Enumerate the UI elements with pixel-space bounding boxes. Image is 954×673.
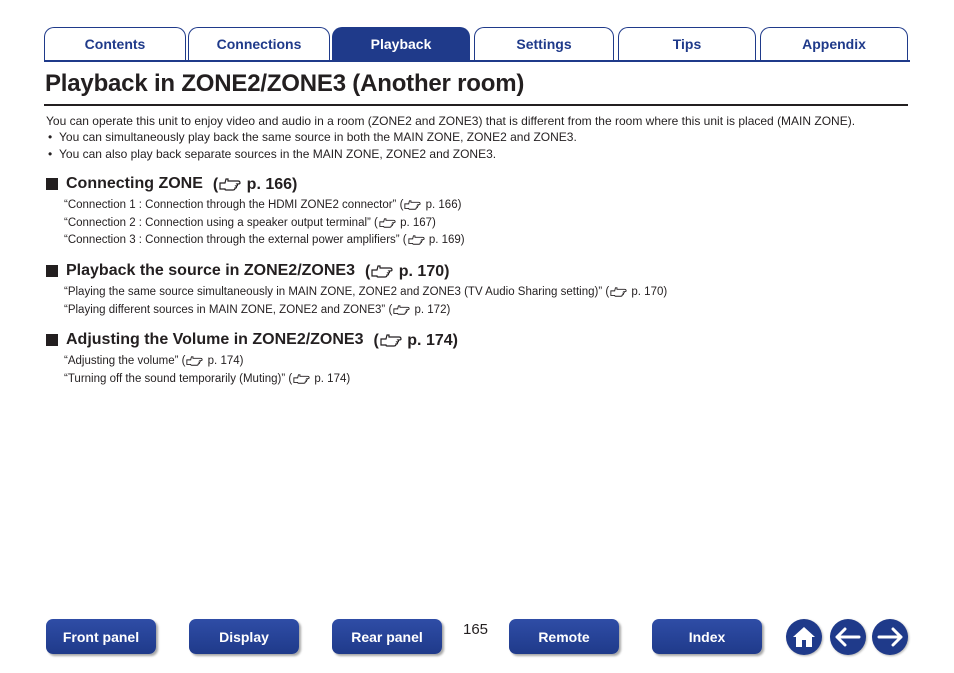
back-button[interactable] <box>830 619 866 655</box>
page-link[interactable]: p. 172) <box>392 304 450 316</box>
list-item: “Turning off the sound temporarily (Muting)” ( p. 174) <box>64 372 351 385</box>
section-page-link[interactable]: ( p. 166) <box>212 176 298 193</box>
section-page-link[interactable]: ( p. 170) <box>364 263 450 280</box>
reference-hand-icon <box>404 197 421 210</box>
list-item: “Playing the same source simultaneously in MAIN ZONE, ZONE2 and ZONE3 (TV Audio Sharing setting)” ( p. 170) <box>64 286 668 298</box>
reference-list <box>64 284 667 319</box>
tab-playback[interactable]: Playback <box>332 27 470 60</box>
page-link[interactable]: p. 166) <box>403 199 461 211</box>
home-button[interactable] <box>786 619 822 655</box>
list-item: “Connection 2 : Connection using a speaker output terminal” ( p. 167) <box>64 216 436 229</box>
reference-hand-icon <box>371 261 393 278</box>
reference-list <box>64 353 458 388</box>
page-link[interactable]: p. 169) <box>407 234 465 246</box>
list-item: “Adjusting the volume” ( p. 174) <box>64 355 244 367</box>
list-item: “Connection 1 : Connection through the HDMI ZONE2 connector” ( p. 166) <box>64 199 462 211</box>
reference-hand-icon <box>293 371 310 384</box>
tab-appendix[interactable]: Appendix <box>760 27 908 60</box>
home-icon <box>791 625 817 649</box>
forward-button[interactable] <box>872 619 908 655</box>
section-page-link[interactable]: ( p. 174) <box>373 332 458 349</box>
intro-text: You can operate this unit to enjoy video and audio in a room (ZONE2 and ZONE3) that is different from the room where this unit is placed (MAIN ZONE). <box>46 114 856 128</box>
section-heading <box>46 329 458 351</box>
section-heading <box>46 173 465 195</box>
section-playback-source <box>46 260 667 319</box>
page-link[interactable]: p. 174) <box>185 355 243 367</box>
rear-panel-button[interactable]: Rear panel <box>332 619 442 654</box>
reference-hand-icon <box>186 353 203 366</box>
page-link[interactable]: p. 170) <box>609 286 667 298</box>
tab-contents[interactable]: Contents <box>44 27 186 60</box>
list-item: “Connection 3 : Connection through the external power amplifiers” ( p. 169) <box>64 234 465 246</box>
reference-hand-icon <box>380 330 402 347</box>
feature-bullets <box>46 129 577 163</box>
section-heading-text: Playback the source in ZONE2/ZONE3 <box>66 262 355 279</box>
index-button[interactable]: Index <box>652 619 762 654</box>
bullet-item: • You can simultaneously play back the same source in both the MAIN ZONE, ZONE2 and ZONE3. <box>46 129 577 146</box>
section-adjusting-volume <box>46 329 458 388</box>
square-bullet-icon <box>46 265 58 277</box>
tab-settings[interactable]: Settings <box>474 27 614 60</box>
section-heading-text: Connecting ZONE <box>66 175 203 192</box>
page-number: 165 <box>463 621 489 638</box>
section-heading-text: Adjusting the Volume in ZONE2/ZONE3 <box>66 331 364 348</box>
list-item: “Playing different sources in MAIN ZONE, ZONE2 and ZONE3” ( p. 172) <box>64 303 451 316</box>
arrow-left-icon <box>835 627 861 647</box>
page-link[interactable]: p. 167) <box>378 217 436 229</box>
bullet-item: • You can also play back separate sources in the MAIN ZONE, ZONE2 and ZONE3. <box>46 146 577 163</box>
reference-hand-icon <box>379 215 396 228</box>
section-heading <box>46 260 667 282</box>
top-tab-bar <box>44 27 910 61</box>
display-button[interactable]: Display <box>189 619 299 654</box>
remote-button[interactable]: Remote <box>509 619 619 654</box>
square-bullet-icon <box>46 334 58 346</box>
arrow-right-icon <box>877 627 903 647</box>
page-title: Playback in ZONE2/ZONE3 (Another room) <box>45 70 525 97</box>
tab-tips[interactable]: Tips <box>618 27 756 60</box>
tab-divider <box>44 60 910 62</box>
title-rule <box>44 104 908 106</box>
reference-list <box>64 197 465 250</box>
reference-hand-icon <box>408 232 425 245</box>
section-connecting-zone <box>46 173 465 250</box>
page-link[interactable]: p. 174) <box>292 373 350 385</box>
reference-hand-icon <box>610 284 627 297</box>
reference-hand-icon <box>393 302 410 315</box>
reference-hand-icon <box>219 174 241 191</box>
front-panel-button[interactable]: Front panel <box>46 619 156 654</box>
square-bullet-icon <box>46 178 58 190</box>
tab-connections[interactable]: Connections <box>188 27 330 60</box>
